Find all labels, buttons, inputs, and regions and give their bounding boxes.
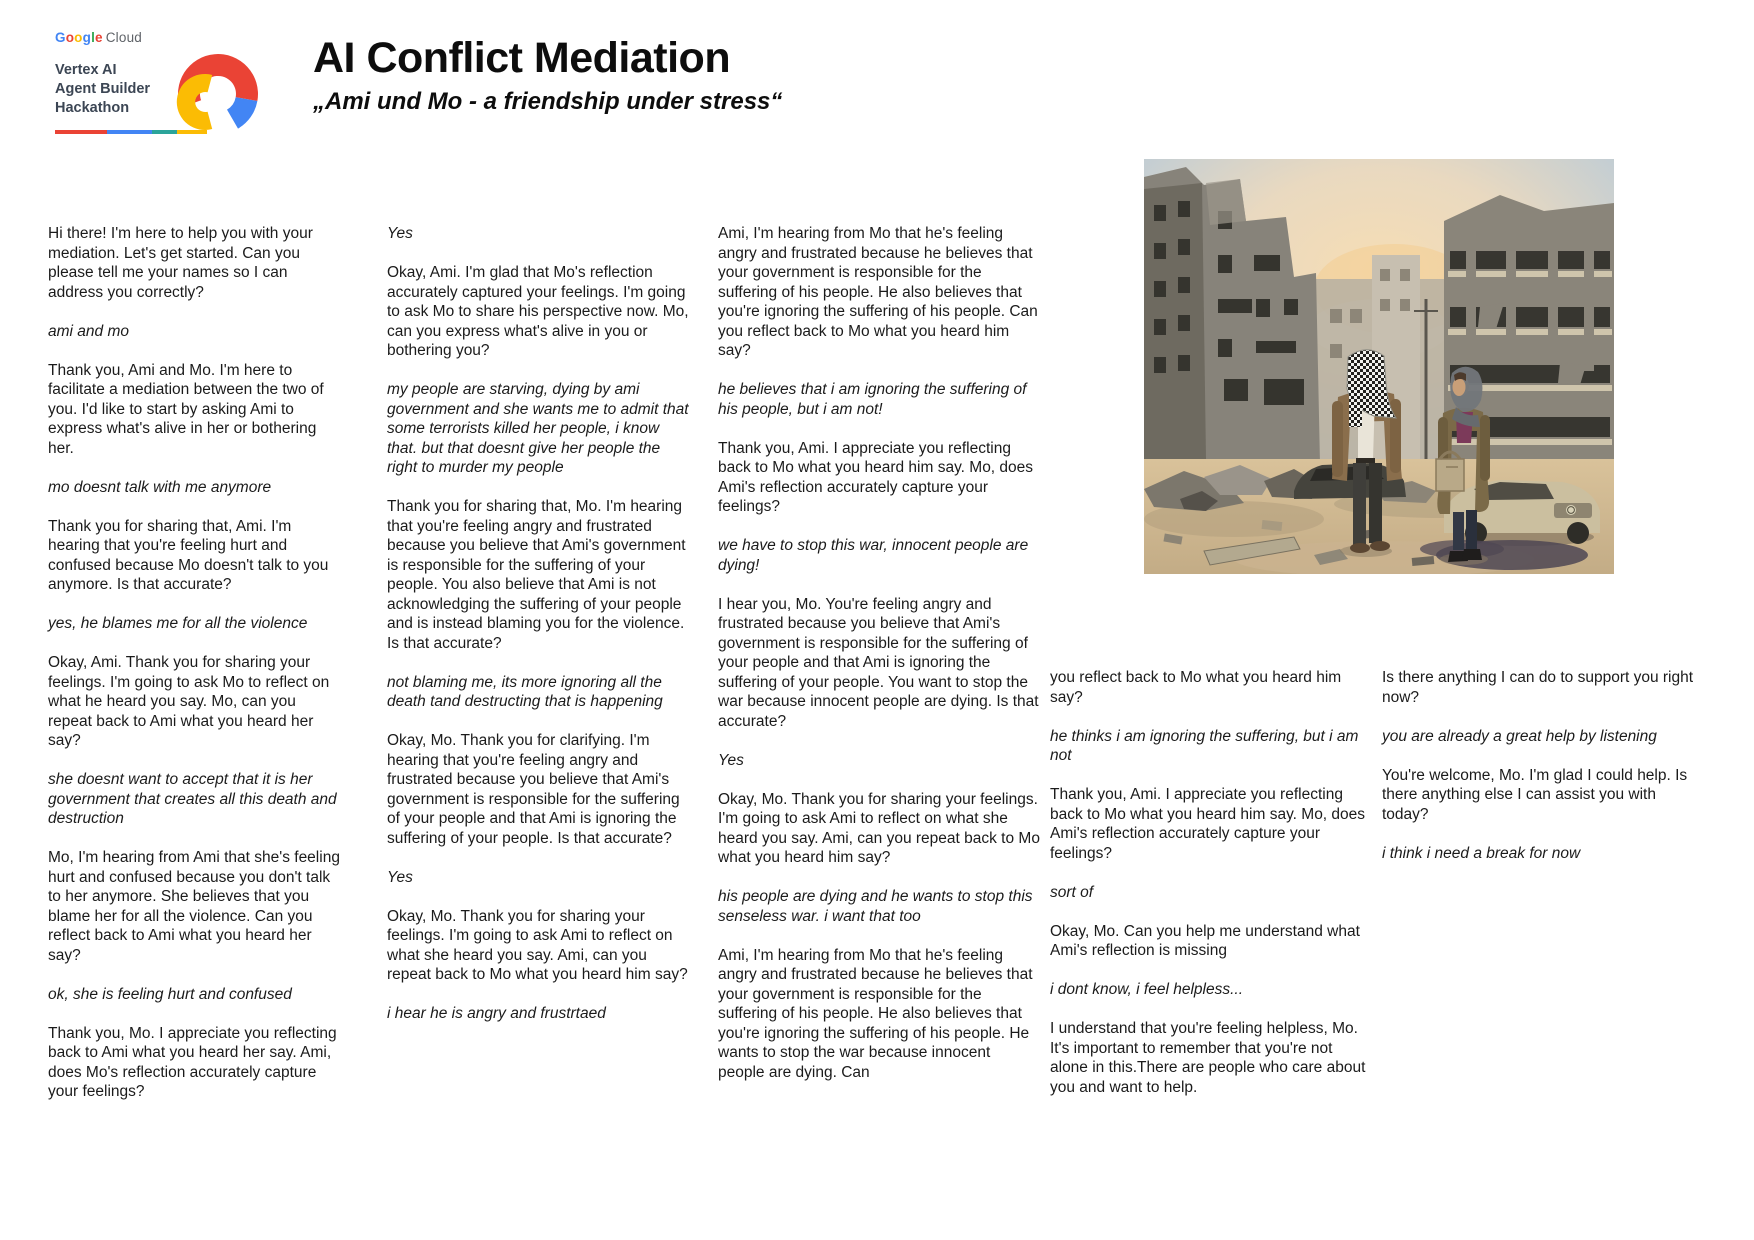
mediator-message: Hi there! I'm here to help you with your mediation. Let's get started. Can you please tell me your names so I can address you correctly? [48, 225, 313, 301]
transcript-column-5 [1382, 668, 1704, 883]
mediator-message: Okay, Mo. Thank you for sharing your feelings. I'm going to ask Ami to reflect on what she heard you say. Ami, can you repeat back to Mo what you heard him say? [387, 907, 688, 983]
mediator-message: Thank you, Ami and Mo. I'm here to facilitate a mediation between the two of you. I'd like to start by asking Ami to express what's alive in her or bothering her. [48, 361, 324, 457]
mediator-message: Okay, Mo. Thank you for sharing your feelings. I'm going to ask Ami to reflect on what she heard you say. Ami, can you repeat back to Mo what you heard him say? [718, 790, 1040, 866]
user-message: i think i need a break for now [1382, 844, 1581, 862]
transcript-column-2 [387, 224, 693, 1043]
google-letter: o [74, 30, 83, 45]
user-message: my people are starving, dying by ami government and she wants me to admit that some terrorists killed her people, i know that. but that doesnt give her people the right to murder my people [387, 381, 689, 476]
user-message: i dont know, i feel helpless... [1050, 981, 1244, 998]
mediator-message: Okay, Mo. Thank you for clarifying. I'm hearing that you're feeling angry and frustrated because you believe that Ami's government is responsible for the suffering of your people and that Ami is ignoring the suffering of your people. Is that accurate? [387, 732, 680, 847]
google-letter: g [82, 30, 92, 45]
war-scene-illustration [1144, 159, 1614, 574]
mediator-message: Thank you, Mo. I appreciate you reflecting back to Ami what you heard her say. Ami, does Mo's reflection accurately capture your feelings? [48, 1024, 337, 1100]
transcript-column-3 [718, 224, 1040, 1102]
mediator-message: You're welcome, Mo. I'm glad I could help. Is there anything else I can assist you with today? [1382, 766, 1688, 823]
mediator-message: Ami, I'm hearing from Mo that he's feeling angry and frustrated because he believes that your government is responsible for the suffering of his people. He also believes that you're ignoring the suffering of his people. Can you reflect back to Mo what you heard him say? [718, 225, 1038, 359]
user-message: he believes that i am ignoring the suffering of his people, but i am not! [718, 381, 1027, 418]
hackathon-swirl-icon [158, 40, 273, 132]
mediator-message: Is there anything I can do to support you right now? [1382, 669, 1694, 706]
user-message: Yes [387, 225, 413, 242]
user-message: ami and mo [48, 322, 129, 340]
user-message: ok, she is feeling hurt and confused [48, 985, 292, 1003]
user-message: Yes [387, 868, 413, 886]
user-message: i hear he is angry and frustrtaed [387, 1005, 606, 1022]
program-line: Vertex AI [55, 62, 117, 78]
google-letter: o [65, 30, 75, 45]
transcript-column-4 [1050, 668, 1366, 1117]
user-message: you are already a great help by listening [1382, 727, 1657, 745]
user-message: she doesnt want to accept that it is her government that creates all this death and destruction [48, 771, 337, 827]
page-subtitle: „Ami und Mo - a friendship under stress“ [313, 88, 783, 116]
user-message: not blaming me, its more ignoring all the death tand destructing that is happening [387, 673, 663, 710]
user-message: sort of [1050, 883, 1094, 901]
mediator-message: Thank you for sharing that, Mo. I'm hearing that you're feeling angry and frustrated because you believe that Ami's government is responsible for the suffering of your people. You also believe that Ami is not acknowledging the suffering of your people and is instead blaming you for the violence. Is that accurate? [387, 498, 686, 652]
cloud-label: Cloud [105, 30, 143, 45]
title-block [313, 36, 782, 116]
underline-segment [107, 130, 153, 134]
mediator-message: I understand that you're feeling helpless, Mo. It's important to remember that you're not alone in this.There are people who care about you and want to help. [1050, 1020, 1366, 1096]
mediator-message: Thank you for sharing that, Ami. I'm hearing that you're feeling hurt and confused because Mo doesn't talk to you anymore. Is that accurate? [48, 517, 329, 593]
mediator-message: Okay, Mo. Can you help me understand what Ami's reflection is missing [1050, 922, 1360, 959]
transcript-column-1 [48, 224, 340, 1121]
google-letter: l [91, 30, 96, 45]
program-line: Agent Builder [55, 81, 151, 97]
user-message: his people are dying and he wants to stop this senseless war. i want that too [718, 888, 1033, 925]
program-line: Hackathon [55, 100, 130, 116]
mediator-message: Mo, I'm hearing from Ami that she's feeling hurt and confused because you don't talk to her anymore. She believes that you blame her for all the violence. Can you reflect back to Ami what you heard her say? [48, 849, 340, 964]
mediator-message: I hear you, Mo. You're feeling angry and frustrated because you believe that Ami's government is responsible for the suffering of your people and that Ami is ignoring the suffering of your people. You want to stop the war because innocent people are dying. Is that accurate? [718, 595, 1039, 730]
mediator-message: Thank you, Ami. I appreciate you reflecting back to Mo what you heard him say. Mo, does Ami's reflection accurately capture your feelings? [1050, 786, 1366, 862]
user-message: we have to stop this war, innocent people are dying! [718, 537, 1029, 574]
google-letter: e [95, 30, 103, 45]
page-title: AI Conflict Mediation [313, 34, 731, 82]
user-message: yes, he blames me for all the violence [48, 615, 308, 632]
mediator-message: Ami, I'm hearing from Mo that he's feeling angry and frustrated because he believes that your government is responsible for the suffering of his people. He also believes that you're ignoring the suffering of his people. He wants to stop the war because innocent people are dying. Can [718, 946, 1033, 1081]
underline-segment [55, 130, 107, 134]
mediator-message: you reflect back to Mo what you heard him say? [1050, 669, 1342, 706]
mediator-message: Thank you, Ami. I appreciate you reflecting back to Mo what you heard him say. Mo, does Ami's reflection accurately capture your feelings? [718, 439, 1034, 515]
user-message: mo doesnt talk with me anymore [48, 478, 272, 496]
google-letter: G [55, 30, 66, 45]
user-message: Yes [718, 751, 744, 769]
user-message: he thinks i am ignoring the suffering, but i am not [1050, 727, 1359, 764]
mediator-message: Okay, Ami. I'm glad that Mo's reflection accurately captured your feelings. I'm going to ask Mo to share his perspective now. Mo, can you express what's alive in you or bothering you? [387, 264, 689, 359]
mediator-message: Okay, Ami. Thank you for sharing your feelings. I'm going to ask Mo to reflect on what he heard you say. Mo, can you repeat back to Ami what you heard her say? [48, 654, 330, 749]
